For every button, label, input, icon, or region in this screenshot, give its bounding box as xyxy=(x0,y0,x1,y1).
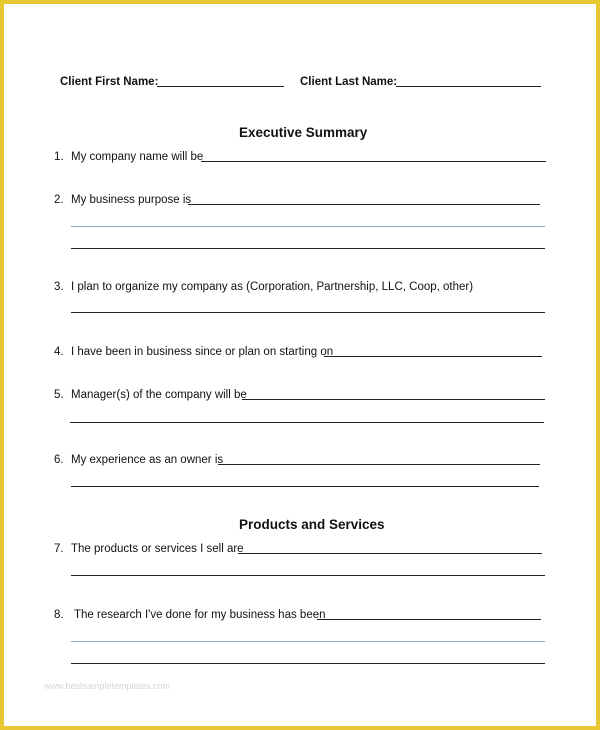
answer-line[interactable] xyxy=(188,204,540,205)
answer-line[interactable] xyxy=(70,422,544,423)
answer-line[interactable] xyxy=(71,486,539,487)
answer-line[interactable] xyxy=(242,399,545,400)
answer-line[interactable] xyxy=(201,161,546,162)
answer-line[interactable] xyxy=(71,641,545,642)
question-number: 4. xyxy=(54,346,64,358)
answer-line[interactable] xyxy=(71,312,545,313)
executive-summary-heading: Executive Summary xyxy=(239,125,368,140)
question-number: 6. xyxy=(54,454,64,466)
question-number: 1. xyxy=(54,151,64,163)
question-text: I have been in business since or plan on starting on xyxy=(71,346,334,358)
question-text: The research I've done for my business has been xyxy=(74,609,326,621)
question-text: My business purpose is xyxy=(71,194,192,206)
answer-line[interactable] xyxy=(71,226,545,227)
first-name-label: Client First Name: xyxy=(60,76,159,88)
question-text: My experience as an owner is xyxy=(71,454,224,466)
question-number: 5. xyxy=(54,389,64,401)
form-page xyxy=(4,4,596,726)
first-name-field[interactable] xyxy=(157,86,284,87)
last-name-field[interactable] xyxy=(396,86,541,87)
question-number: 3. xyxy=(54,281,64,293)
last-name-label: Client Last Name: xyxy=(300,76,398,88)
question-number: 8. xyxy=(54,609,64,621)
watermark-text: www.bestsampletemplates.com xyxy=(44,681,171,691)
question-number: 2. xyxy=(54,194,64,206)
answer-line[interactable] xyxy=(71,248,545,249)
question-text: I plan to organize my company as (Corporation, Partnership, LLC, Coop, other) xyxy=(71,281,474,293)
answer-line[interactable] xyxy=(324,356,542,357)
question-text: My company name will be xyxy=(71,151,204,163)
answer-line[interactable] xyxy=(218,464,540,465)
answer-line[interactable] xyxy=(317,619,541,620)
products-services-heading: Products and Services xyxy=(239,517,385,532)
question-text: Manager(s) of the company will be xyxy=(71,389,247,401)
answer-line[interactable] xyxy=(71,575,545,576)
answer-line[interactable] xyxy=(71,663,545,664)
answer-line[interactable] xyxy=(238,553,542,554)
question-number: 7. xyxy=(54,543,64,555)
question-text: The products or services I sell are xyxy=(71,543,244,555)
